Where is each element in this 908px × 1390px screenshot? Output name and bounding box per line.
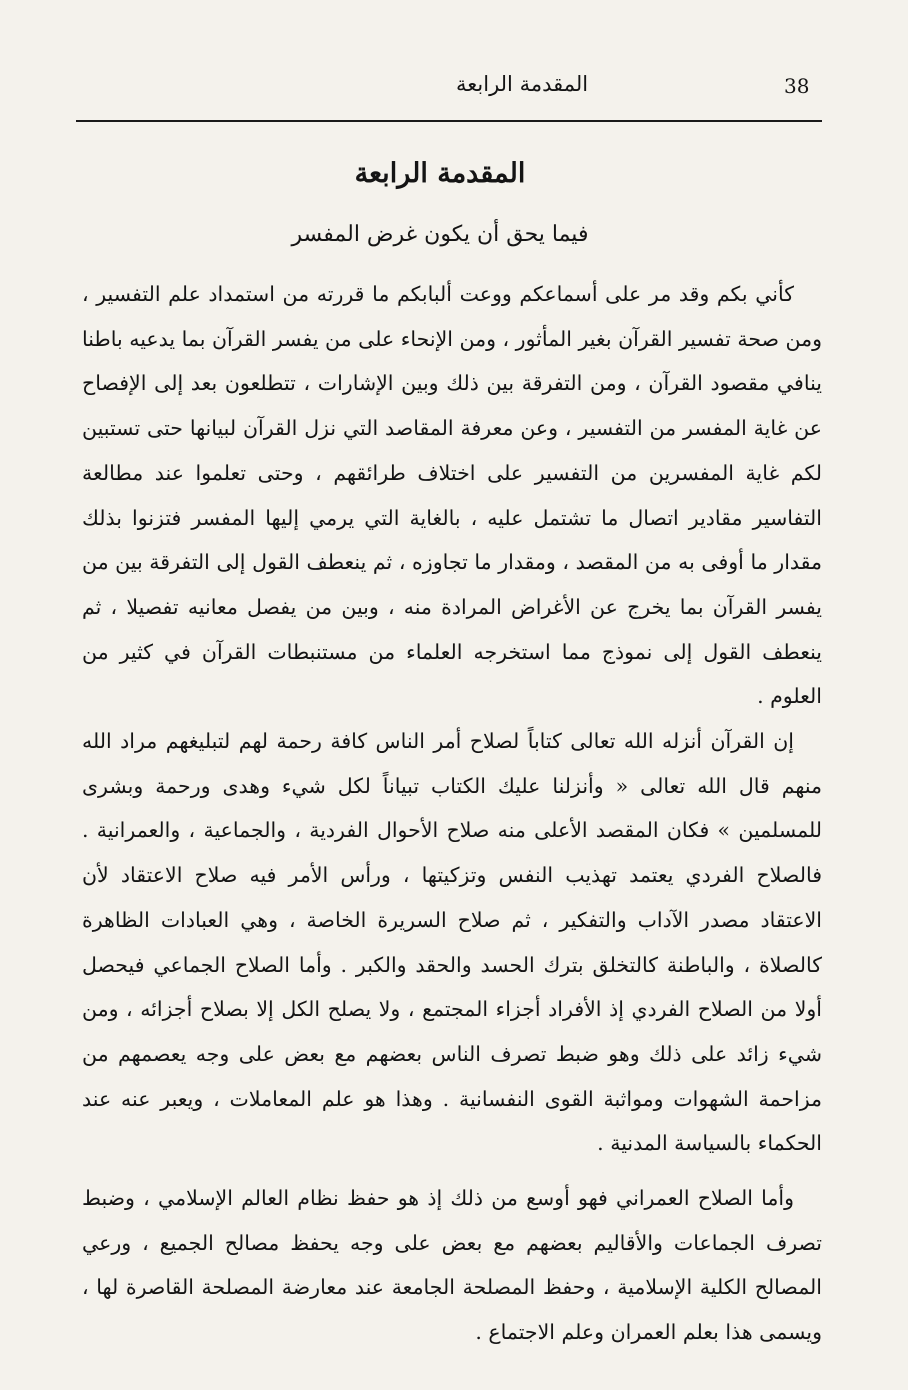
chapter-title: المقدمة الرابعة	[354, 158, 526, 189]
page-number: 38	[784, 74, 810, 98]
running-header	[76, 66, 820, 108]
paragraph-1: كأني بكم وقد مر على أسماعكم ووعت ألبابكم ما قررته من استمداد علم التفسير ، ومن صحة تفسير القرآن بغير المأثور ، ومن الإنحاء على من يفسر القرآن بما يدعيه باطنا ينافي مقصود القرآن ، ومن التفرقة بين ذلك وبين الإشارات ، تتطلعون بعد إلى الإفصاح عن غاية المفسر من التفسير ، وعن معرفة المقاصد التي نزل القرآن لبيانها حتى تستبين لكم غاية المفسرين من التفسير على اختلاف طرائقهم ، وحتى تعلموا عند مطالعة التفاسير مقادير اتصال ما تشتمل عليه ، بالغاية التي يرمي إليها المفسر فتزنوا بذلك مقدار ما أوفى به من المقصد ، ومقدار ما تجاوزه ، ثم ينعطف القول إلى التفرقة بين من يفسر القرآن بما يخرج عن الأغراض المرادة منه ، وبين من يفصل معانيه تفصيلا ، ثم ينعطف القول إلى نموذج مما استخرجه العلماء من مستنبطات القرآن في كثير من العلوم .	[82, 282, 822, 709]
running-title: المقدمة الرابعة	[456, 72, 589, 96]
body-text	[82, 272, 822, 1355]
header-rule	[76, 120, 822, 122]
chapter-subtitle: فيما يحق أن يكون غرض المفسر	[291, 222, 589, 247]
paragraph-2: إن القرآن أنزله الله تعالى كتاباً لصلاح أمر الناس كافة رحمة لهم لتبليغهم مراد الله منهم قال الله تعالى « وأنزلنا عليك الكتاب تبياناً لكل شيء وهدى ورحمة وبشرى للمسلمين » فكان المقصد الأعلى منه صلاح الأحوال الفردية ، والجماعية ، والعمرانية . فالصلاح الفردي يعتمد تهذيب النفس وتزكيتها ، ورأس الأمر فيه صلاح الاعتقاد لأن الاعتقاد مصدر الآداب والتفكير ، ثم صلاح السريرة الخاصة ، وهي العبادات الظاهرة كالصلاة ، والباطنة كالتخلق بترك الحسد والحقد والكبر . وأما الصلاح الجماعي فيحصل أولا من الصلاح الفردي إذ الأفراد أجزاء المجتمع ، ولا يصلح الكل إلا بصلاح أجزائه ، ومن شيء زائد على ذلك وهو ضبط تصرف الناس بعضهم مع بعض على وجه يعصمهم من مزاحمة الشهوات ومواثبة القوى النفسانية . وهذا هو علم المعاملات ، ويعبر عنه عند الحكماء بالسياسة المدنية .	[82, 729, 822, 1156]
paragraph-3: وأما الصلاح العمراني فهو أوسع من ذلك إذ هو حفظ نظام العالم الإسلامي ، وضبط تصرف الجماعات والأقاليم بعضهم مع بعض على وجه يحفظ مصالح الجميع ، ورعي المصالح الكلية الإسلامية ، وحفظ المصلحة الجامعة عند معارضة المصلحة القاصرة لها ، ويسمى هذا بعلم العمران وعلم الاجتماع .	[82, 1186, 822, 1345]
